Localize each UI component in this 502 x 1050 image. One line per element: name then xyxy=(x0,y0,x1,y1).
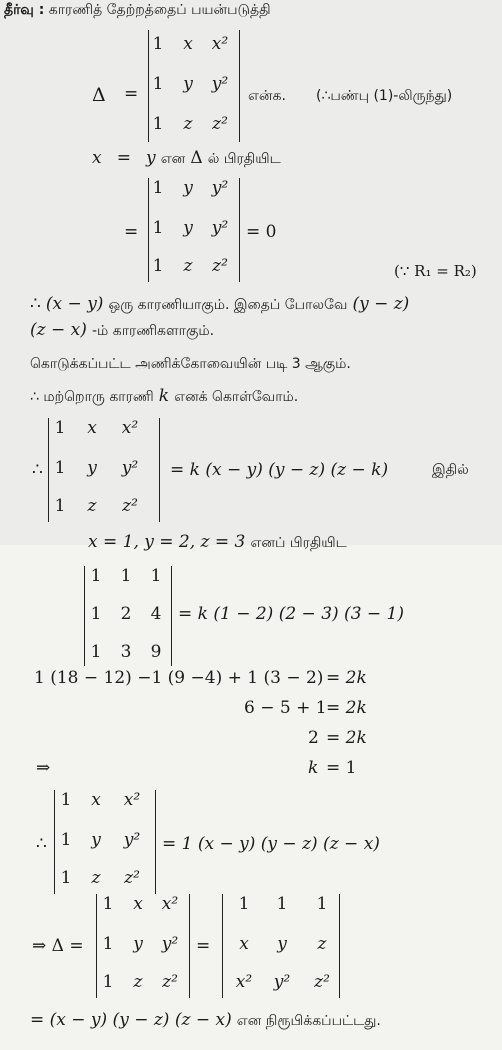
solution-heading xyxy=(4,2,271,20)
substitute-xy-line xyxy=(92,148,281,169)
final-rhs: = 1 (x − y) (y − z) (z − x) xyxy=(162,834,380,854)
other-factor-text: எனக் கொள்வோம். xyxy=(174,389,299,405)
implies-symbol: ⇒ xyxy=(36,758,51,778)
det-cell: y xyxy=(183,178,193,198)
det-cell: x² xyxy=(123,790,141,810)
det-cell: 1 xyxy=(60,830,72,850)
determinant-numeric xyxy=(84,566,172,666)
det-cell: 1 xyxy=(54,458,66,478)
det-cell: y xyxy=(133,934,143,954)
factor-line-2 xyxy=(30,320,214,341)
det-cell: 1 xyxy=(276,894,288,914)
therefore-symbol: ∴ xyxy=(36,834,47,854)
var-k: k xyxy=(158,386,170,406)
factor-expr: (x − y) xyxy=(45,294,104,314)
det-cell: x xyxy=(133,894,143,914)
det-cell: 1 xyxy=(102,934,114,954)
det-cell: z² xyxy=(122,496,138,516)
det-cell: z xyxy=(183,256,193,276)
det-cell: 1 xyxy=(152,218,164,238)
det-cell: x² xyxy=(121,418,139,438)
other-factor-line xyxy=(30,386,298,407)
equals: = xyxy=(196,936,211,956)
values-expr: x = 1, y = 2, z = 3 xyxy=(88,532,246,552)
det-cell: y² xyxy=(123,830,141,850)
conclusion-expr: = (x − y) (y − z) (z − x) xyxy=(30,1010,232,1030)
other-factor-text: ∴ மற்றொரு காரணி xyxy=(30,389,154,405)
det-cell: y² xyxy=(161,934,179,954)
det-cell: x² xyxy=(211,34,229,54)
factor-expr: (z − x) xyxy=(30,320,87,340)
det-cell: y² xyxy=(211,218,229,238)
det-cell: y xyxy=(277,934,287,954)
det-cell: x² xyxy=(235,972,253,992)
det-cell: y² xyxy=(211,178,229,198)
det-cell: 1 xyxy=(54,418,66,438)
factor-text: ஒரு காரணியாகும். இதைப் போலவே xyxy=(108,297,348,313)
det-cell: x xyxy=(87,418,97,438)
det-cell: 1 xyxy=(60,790,72,810)
determinant-main xyxy=(48,418,160,522)
det-cell: 1 xyxy=(102,894,114,914)
det-cell: z² xyxy=(162,972,178,992)
determinant-right xyxy=(222,894,340,998)
det-cell: y xyxy=(91,830,101,850)
calc-line-2-rhs: = 2k xyxy=(326,698,367,718)
solution-label: தீர்வு : xyxy=(4,2,45,18)
det-cell: y xyxy=(183,218,193,238)
det-cell: z² xyxy=(314,972,330,992)
let-text: என்க. xyxy=(248,88,286,104)
det-cell: z xyxy=(133,972,143,992)
det-cell: 9 xyxy=(150,642,162,662)
ena-text: என xyxy=(160,151,186,167)
determinant-xyz xyxy=(148,30,240,142)
implies-delta: ⇒ Δ = xyxy=(32,936,84,956)
calc-line-3-rhs: = 2k xyxy=(326,728,367,748)
delta-symbol: Δ xyxy=(190,148,203,168)
det-cell: y xyxy=(87,458,97,478)
det-cell: 1 xyxy=(316,894,328,914)
det-cell: 1 xyxy=(152,114,164,134)
det-cell: 1 xyxy=(152,178,164,198)
determinant-left xyxy=(96,894,190,998)
det-cell: 1 xyxy=(54,496,66,516)
calc-line-4-lhs: k xyxy=(308,758,319,778)
det-cell: 1 xyxy=(120,566,132,586)
calc-line-1-rhs: = 2k xyxy=(326,668,367,688)
det-cell: y² xyxy=(121,458,139,478)
det-cell: z² xyxy=(212,256,228,276)
det-cell: 1 xyxy=(90,604,102,624)
in-this-text: இதில் xyxy=(432,462,469,478)
substitute-values-line xyxy=(88,532,347,553)
calc-line-3-lhs: 2 xyxy=(308,728,319,748)
determinant-final xyxy=(54,790,156,894)
det-cell: 1 xyxy=(152,256,164,276)
calc-line-2-lhs: 6 − 5 + 1 xyxy=(244,698,327,718)
therefore-symbol: ∴ xyxy=(32,460,43,480)
det-cell: z xyxy=(91,868,101,888)
therefore-symbol: ∴ xyxy=(30,294,41,314)
calc-line-1-lhs: 1 (18 − 12) −1 (9 −4) + 1 (3 − 2) xyxy=(34,668,324,688)
det-cell: 1 xyxy=(238,894,250,914)
property-note: (∴பண்பு (1)-லிருந்து) xyxy=(316,88,453,104)
numeric-rhs: = k (1 − 2) (2 − 3) (3 − 1) xyxy=(178,604,405,624)
delta-equals: = xyxy=(124,84,139,104)
rows-equal-note: (∵ R₁ = R₂) xyxy=(394,262,477,280)
det-cell: x xyxy=(183,34,193,54)
conclusion-line xyxy=(30,1010,381,1031)
det-cell: 3 xyxy=(120,642,132,662)
det-cell: 1 xyxy=(60,868,72,888)
det-cell: z² xyxy=(124,868,140,888)
equals: = xyxy=(116,148,131,168)
zero-result: = 0 xyxy=(246,222,277,242)
calc-line-4-rhs: = 1 xyxy=(326,758,357,778)
solution-heading-text: காரணித் தேற்றத்தைப் பயன்படுத்தி xyxy=(48,2,271,18)
determinant-yyz xyxy=(148,178,240,282)
det-cell: y² xyxy=(211,74,229,94)
equals: = xyxy=(124,222,139,242)
factor-expr: (y − z) xyxy=(352,294,410,314)
degree-line: கொடுக்கப்பட்ட அணிக்கோவையின் படி 3 ஆகும். xyxy=(30,356,351,372)
det-cell: x xyxy=(91,790,101,810)
main-rhs: = k (x − y) (y − z) (z − k) xyxy=(170,460,389,480)
det-cell: x² xyxy=(161,894,179,914)
det-cell: 2 xyxy=(120,604,132,624)
factor-text: -ம் காரணிகளாகும். xyxy=(91,323,215,339)
det-cell: y² xyxy=(273,972,291,992)
det-cell: z xyxy=(317,934,327,954)
det-cell: 1 xyxy=(90,642,102,662)
delta-symbol: Δ xyxy=(92,84,106,106)
var-y: y xyxy=(146,148,156,168)
det-cell: 4 xyxy=(150,604,162,624)
conclusion-text: என நிரூபிக்கப்பட்டது. xyxy=(236,1013,381,1029)
var-x: x xyxy=(92,148,102,168)
det-cell: z² xyxy=(212,114,228,134)
factor-line-1 xyxy=(30,294,409,315)
det-cell: z xyxy=(183,114,193,134)
det-cell: 1 xyxy=(152,34,164,54)
det-cell: y xyxy=(183,74,193,94)
substitute-text: எனப் பிரதியிட xyxy=(250,535,347,551)
det-cell: 1 xyxy=(90,566,102,586)
det-cell: 1 xyxy=(152,74,164,94)
det-cell: 1 xyxy=(150,566,162,586)
substitute-text: ல் பிரதியிட xyxy=(207,151,281,167)
det-cell: x xyxy=(239,934,249,954)
det-cell: z xyxy=(87,496,97,516)
det-cell: 1 xyxy=(102,972,114,992)
